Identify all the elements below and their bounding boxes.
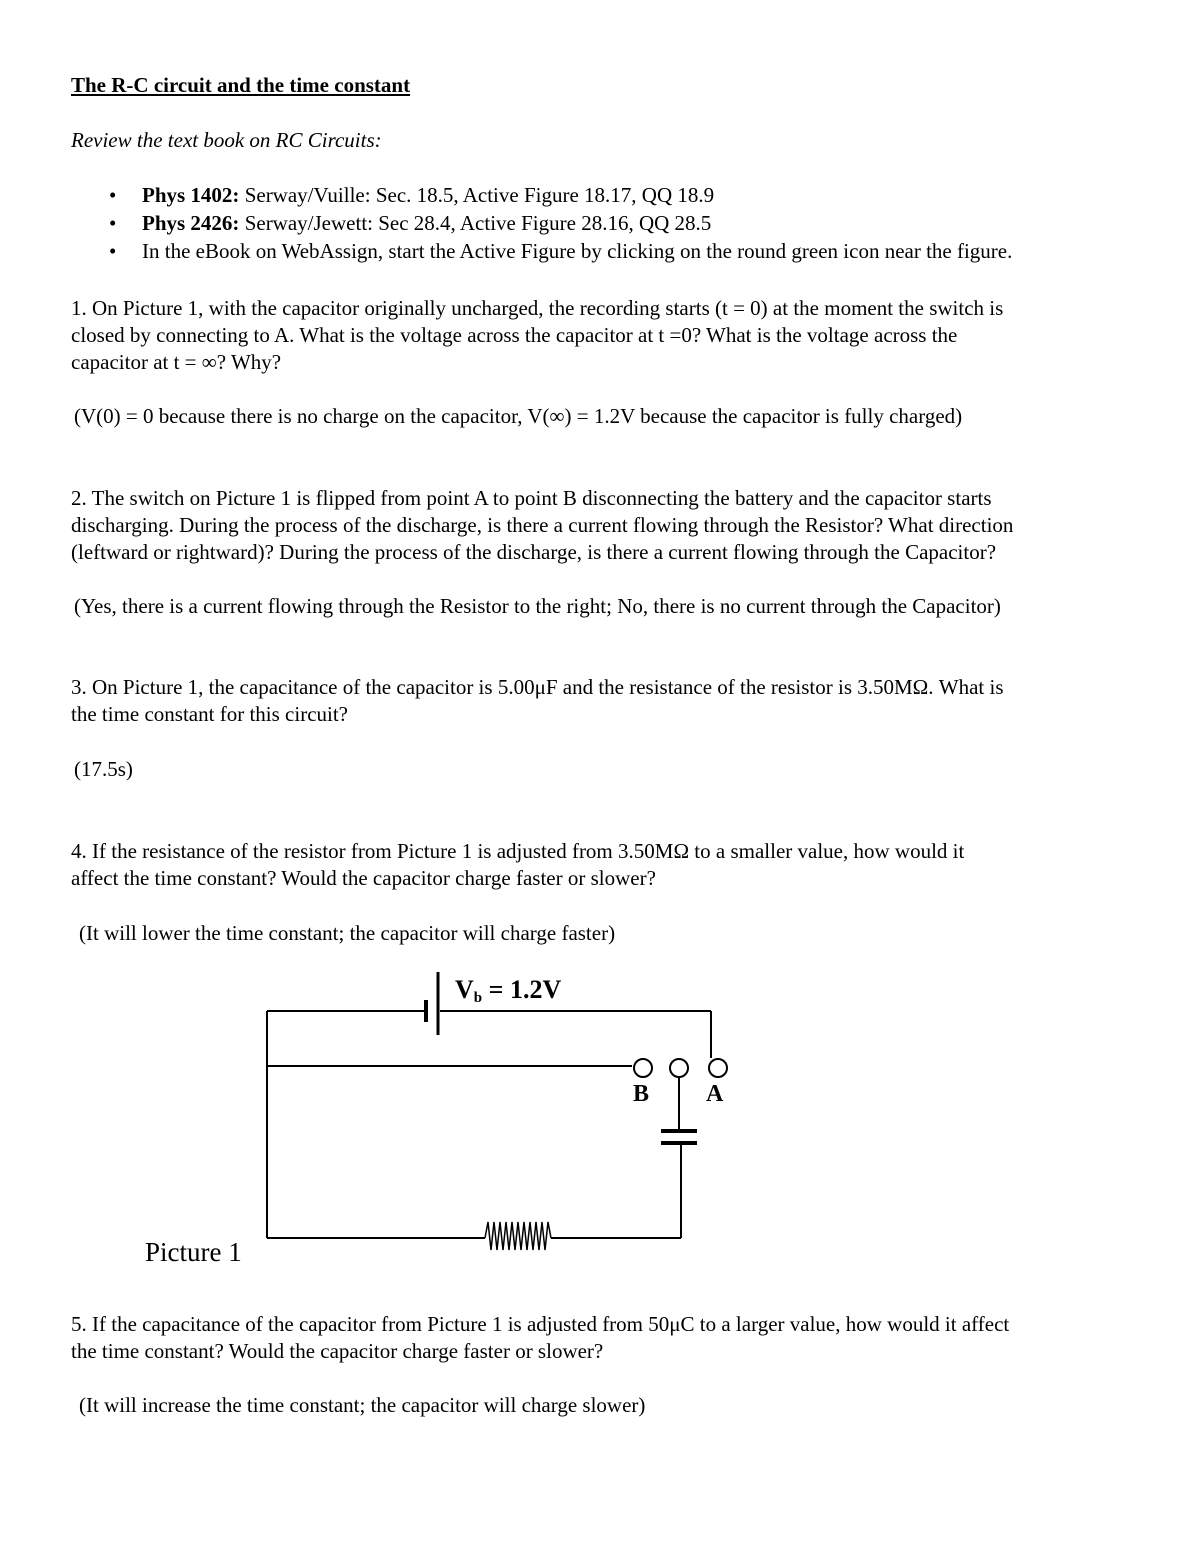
reference-text: In the eBook on WebAssign, start the Active Figure by clicking on the round green icon near the figure. — [142, 239, 1013, 263]
point-b-label: B — [633, 1081, 650, 1107]
question-5 — [71, 1311, 1141, 1365]
answer-1: (V(0) = 0 because there is no charge on the capacitor, V(∞) = 1.2V because the capacitor is fully charged) — [74, 404, 963, 428]
answer-4: (It will lower the time constant; the capacitor will charge faster) — [79, 921, 616, 945]
reference-text: Serway/Vuille: Sec. 18.5, Active Figure 18.17, QQ 18.9 — [239, 183, 715, 207]
resistor — [485, 1222, 551, 1250]
point-a-label: A — [706, 1081, 724, 1107]
bullet-icon: • — [109, 211, 117, 235]
question-line: the time constant for this circuit? — [71, 702, 348, 726]
battery-label: Vb = 1.2V — [455, 975, 562, 1006]
course-label: Phys 1402: — [142, 183, 240, 207]
question-line: capacitor at t = ∞? Why? — [71, 350, 282, 374]
question-line: 3. On Picture 1, the capacitance of the capacitor is 5.00μF and the resistance of the resistor is 3.50MΩ. What is — [71, 675, 1004, 699]
question-line: discharging. During the process of the discharge, is there a current flowing through the Resistor? What direction — [71, 513, 1014, 537]
question-line: closed by connecting to A. What is the voltage across the capacitor at t =0? What is the voltage across the — [71, 323, 958, 347]
question-line: 1. On Picture 1, with the capacitor originally uncharged, the recording starts (t = 0) at the moment the switch is — [71, 296, 1004, 320]
answer-3: (17.5s) — [74, 757, 133, 781]
question-line: the time constant? Would the capacitor charge faster or slower? — [71, 1339, 604, 1363]
review-instruction: Review the text book on RC Circuits: — [71, 128, 382, 152]
terminal-pivot — [670, 1059, 688, 1077]
figure-caption: Picture 1 — [145, 1237, 242, 1267]
question-line: affect the time constant? Would the capacitor charge faster or slower? — [71, 866, 656, 890]
answer-5: (It will increase the time constant; the capacitor will charge slower) — [79, 1393, 646, 1417]
question-line: (leftward or rightward)? During the process of the discharge, is there a current flowing through the Capacitor? — [71, 540, 997, 564]
question-line: 2. The switch on Picture 1 is flipped from point A to point B disconnecting the battery and the capacitor starts — [71, 486, 992, 510]
page-title: The R-C circuit and the time constant — [71, 73, 411, 97]
question-line: 4. If the resistance of the resistor from Picture 1 is adjusted from 3.50MΩ to a smaller value, how would it — [71, 839, 965, 863]
terminal-b — [634, 1059, 652, 1077]
answer-2: (Yes, there is a current flowing through the Resistor to the right; No, there is no current through the Capacitor) — [74, 594, 1001, 618]
bullet-icon: • — [109, 183, 117, 207]
question-line: 5. If the capacitance of the capacitor from Picture 1 is adjusted from 50μC to a larger value, how would it affect — [71, 1312, 1010, 1336]
terminal-a — [709, 1059, 727, 1077]
bullet-icon: • — [109, 239, 117, 263]
course-label: Phys 2426: — [142, 211, 240, 235]
reference-text: Serway/Jewett: Sec 28.4, Active Figure 28.16, QQ 28.5 — [239, 211, 712, 235]
